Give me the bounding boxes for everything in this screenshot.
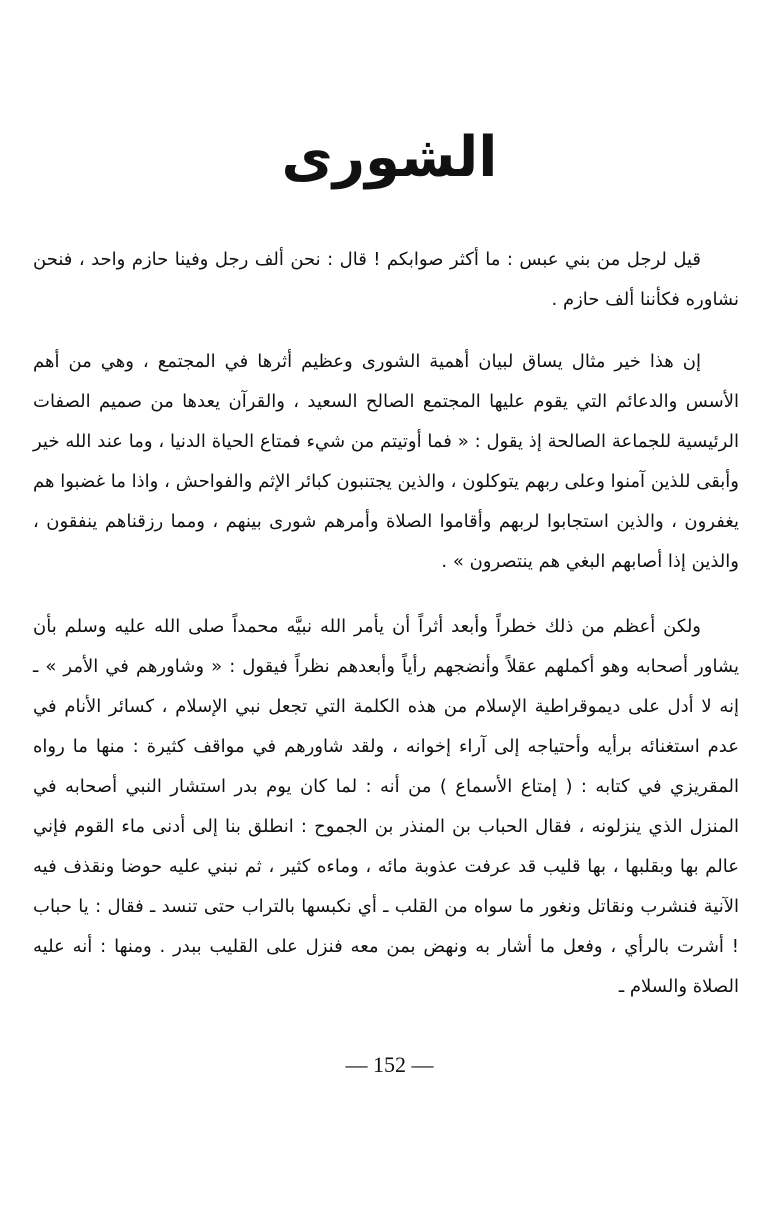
paragraph-1: قيل لرجل من بني عبس : ما أكثر صوابكم ! قال : نحن ألف رجل وفينا حازم واحد ، فنحن نشاوره فكأننا ألف حازم . (33, 249, 739, 310)
paragraph-3: ولكن أعظم من ذلك خطراً وأبعد أثراً أن يأمر الله نبيَّه محمداً صلى الله عليه وسلم بأن يشاور أصحابه وهو أكملهم عقلاً وأنضجهم رأياً وأبعدهم نظراً فيقول : « وشاورهم في الأمر » ـ إنه لا أدل على ديموقراطية الإسلام من هذه الكلمة التي تجعل نبي الإسلام ، كسائر الأنام في عدم استغنائه برأيه وأحتياجه إلى آراء إخوانه ، ولقد شاورهم في مواقف كثيرة : منها ما رواه المقريزي في كتابه : ( إمتاع الأسماع ) من أنه : لما كان يوم بدر استشار النبي أصحابه في المنزل الذي ينزلونه ، فقال الحباب بن المنذر بن الجموح : انطلق بنا إلى أدنى ماء القوم فإني عالم بها وبقلبها ، بها قليب قد عرفت عذوبة مائه ، وماءه كثير ، ثم نبني عليه حوضا ونقذف فيه الآنية فنشرب ونقاتل ونغور ما سواه من القلب ـ أي نكبسها بالتراب حتى تنسد ـ فقال : يا حباب ! أشرت بالرأي ، وفعل ما أشار به ونهض بمن معه فنزل على القليب ببدر . ومنها : أنه عليه الصلاة والسلام ـ (33, 616, 739, 997)
page-title: الشورى (281, 125, 498, 190)
paragraph-2: إن هذا خير مثال يساق لبيان أهمية الشورى وعظيم أثرها في المجتمع ، وهي من أهم الأسس والدعائم التي يقوم عليها المجتمع الصالح السعيد ، والقرآن يعدها من صميم الصفات الرئيسية للجماعة الصالحة إذ يقول : « فما أوتيتم من شيء فمتاع الحياة الدنيا ، وما عند الله خير وأبقى للذين آمنوا وعلى ربهم يتوكلون ، والذين يجتنبون كبائر الإثم والفواحش ، واذا ما غضبوا هم يغفرون ، والذين استجابوا لربهم وأقاموا الصلاة وأمرهم شورى بينهم ، ومما رزقناهم ينفقون ، والذين إذا أصابهم البغي هم ينتصرون » . (33, 351, 739, 572)
page-number: — 152 — (345, 1052, 434, 1077)
